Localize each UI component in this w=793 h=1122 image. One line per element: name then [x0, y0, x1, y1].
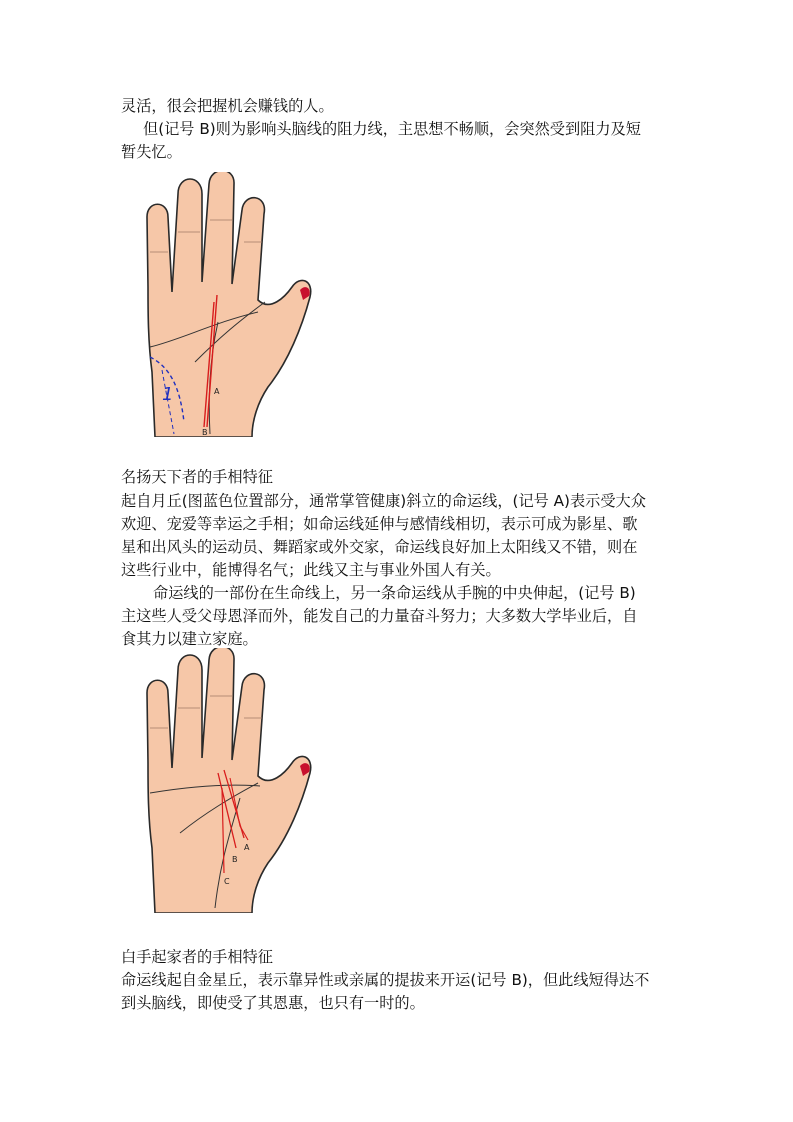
label-b: B — [232, 855, 238, 864]
paragraph-line: 暂失忆。 — [121, 143, 182, 161]
paragraph-line: 星和出风头的运动员、舞蹈家或外交家，命运线良好加上太阳线又不错，则在 — [121, 538, 638, 556]
section-heading: 名扬天下者的手相特征 — [121, 468, 273, 486]
paragraph-line: 欢迎、宠爱等幸运之手相；如命运线延伸与感情线相切，表示可成为影星、歌 — [121, 515, 638, 533]
label-b: B — [202, 428, 208, 437]
paragraph-line: 主这些人受父母恩泽而外，能发自己的力量奋斗努力；大多数大学毕业后，自 — [121, 607, 638, 625]
paragraph-line: 这些行业中，能博得名气；此线又主与事业外国人有关。 — [121, 561, 501, 579]
paragraph-line: 食其力以建立家庭。 — [121, 630, 258, 648]
palm-illustration-2 — [140, 648, 320, 913]
paragraph-line: 到头脑线，即使受了其恩惠，也只有一时的。 — [121, 994, 425, 1012]
paragraph-line: 命运线起自金星丘，表示靠异性或亲属的提拔来开运(记号 B)，但此线短得达不 — [121, 971, 650, 989]
paragraph-line: 灵活，很会把握机会赚钱的人。 — [121, 97, 334, 115]
mount-marker-1: 1 — [162, 384, 174, 405]
label-a: A — [244, 843, 250, 852]
paragraph-line: 但(记号 B)则为影响头脑线的阻力线，主思想不畅顺，会突然受到阻力及短 — [143, 120, 641, 138]
paragraph-line: 起自月丘(图蓝色位置部分，通常掌管健康)斜立的命运线，(记号 A)表示受大众 — [121, 492, 646, 510]
label-a: A — [214, 387, 220, 396]
paragraph-line: 命运线的一部份在生命线上，另一条命运线从手腕的中央伸起，(记号 B) — [153, 584, 636, 602]
palm-illustration-1 — [140, 172, 320, 437]
label-c: C — [224, 877, 230, 886]
section-heading: 白手起家者的手相特征 — [121, 948, 273, 966]
